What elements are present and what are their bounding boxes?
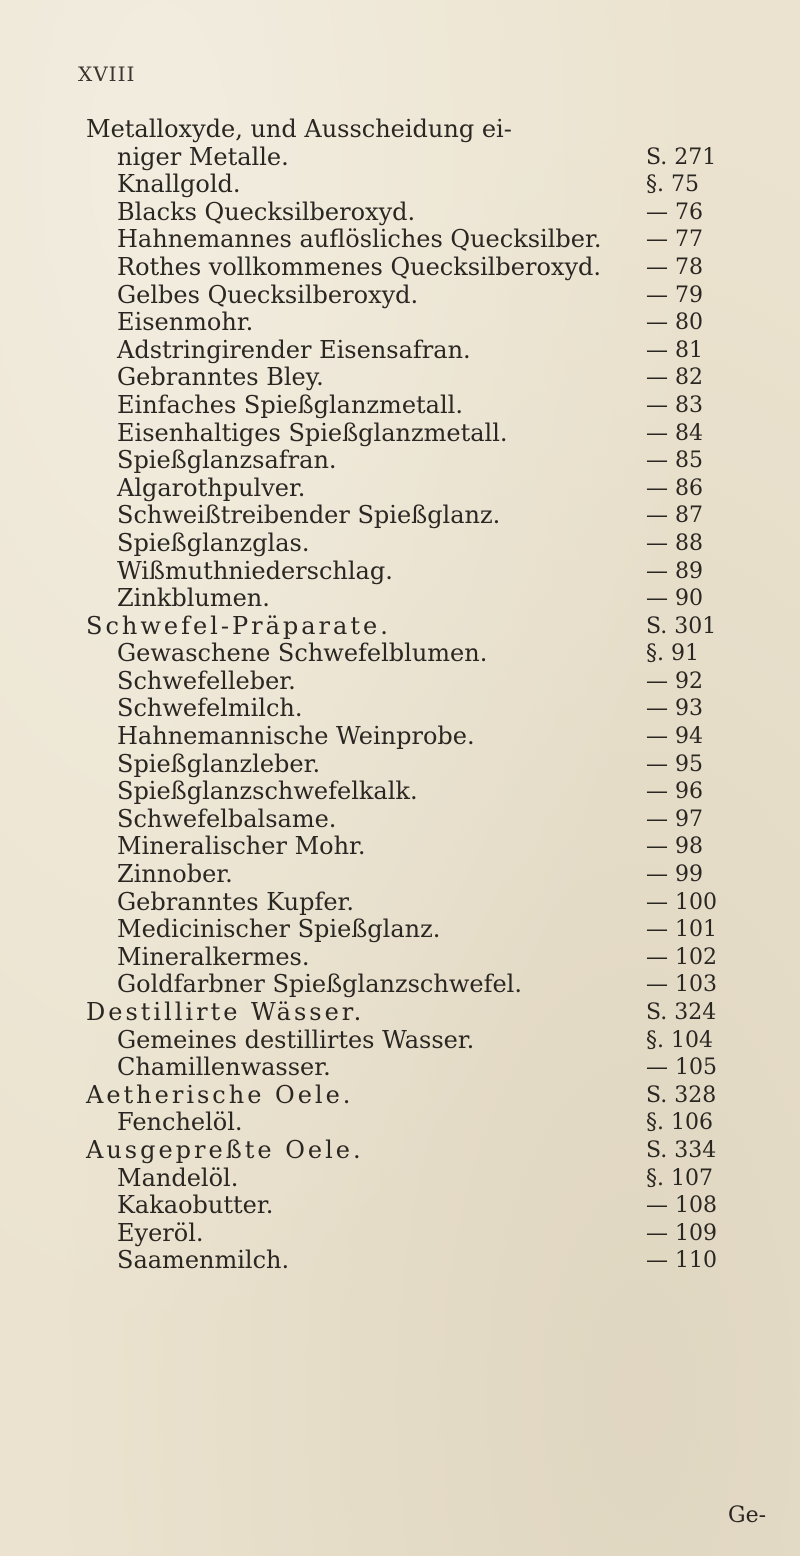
entry-page-ref: — 86 [646,475,703,501]
entry-label: Mineralkermes. [117,942,310,971]
entry-label: Eisenmohr. [117,308,254,337]
entry-label: Spießglanzglas. [117,528,310,557]
entry-label: Saamenmilch. [117,1246,290,1275]
entry-label: Mineralischer Mohr. [117,832,366,861]
entry-label: Knallgold. [117,170,241,199]
toc-entry [86,1165,786,1193]
entry-label: Fenchelöl. [117,1108,243,1137]
entry-page-ref: — 89 [646,558,703,584]
entry-page-ref: — 103 [646,972,717,998]
toc-entry [86,751,786,779]
toc-entry [86,475,786,503]
entry-label: Eyeröl. [117,1218,204,1247]
entry-page-ref: §. 107 [646,1165,713,1191]
entry-page-ref: S. 328 [646,1082,717,1108]
entry-page-ref: S. 271 [646,144,717,170]
entry-page-ref: — 110 [646,1248,717,1274]
entry-page-ref: S. 301 [646,613,717,639]
toc-entry [86,226,786,254]
entry-label: niger Metalle. [117,142,289,171]
toc-entry [86,1247,786,1275]
entry-label: Algarothpulver. [117,473,306,502]
entry-label: Gewaschene Schwefelblumen. [117,639,488,668]
toc-entry [86,944,786,972]
entry-page-ref: — 81 [646,337,703,363]
entry-page-ref: — 92 [646,668,703,694]
entry-page-ref: S. 324 [646,1000,717,1025]
toc-section-heading [86,1082,786,1110]
entry-label: Kakaobutter. [117,1191,274,1220]
entry-label: Blacks Quecksilberoxyd. [117,197,416,226]
entry-page-ref: — 95 [646,751,703,777]
entry-label: Hahnemannische Weinprobe. [117,722,475,751]
entry-page-ref: — 98 [646,834,703,860]
toc-entry [86,806,786,834]
entry-page-ref: — 99 [646,862,703,888]
toc-entry [86,392,786,420]
toc-entry [86,530,786,558]
entry-page-ref: — 97 [646,806,703,832]
entry-label: Schwefel-Präparate. [86,611,391,640]
toc-entry [86,1054,786,1082]
catchword: Ge- [728,1503,767,1528]
entry-label: Gebranntes Bley. [117,363,324,392]
toc-entry [86,695,786,723]
entry-label: Chamillenwasser. [117,1053,331,1082]
entry-page-ref: — 85 [646,448,703,474]
entry-label: Mandelöl. [117,1163,239,1192]
entry-label: Hahnemannes auflösliches Quecksilber. [117,225,602,254]
entry-label: Aetherische Oele. [86,1080,354,1109]
entry-label: Adstringirender Eisensafran. [117,335,471,364]
entry-label: Gemeines destillirtes Wasser. [117,1025,475,1054]
entry-page-ref: — 100 [646,889,717,915]
toc-entry [86,1027,786,1055]
entry-label: Eisenhaltiges Spießglanzmetall. [117,418,508,447]
toc-entry [86,364,786,392]
entry-label: Spießglanzleber. [117,749,321,778]
toc-entry [86,861,786,889]
entry-label: Goldfarbner Spießglanzschwefel. [117,970,522,999]
toc-entry [86,640,786,668]
toc-entry [86,558,786,586]
toc-entry [86,447,786,475]
toc-entry [86,668,786,696]
entry-page-ref: — 84 [646,420,703,446]
toc-entry [86,1109,786,1137]
table-of-contents [86,116,786,1275]
toc-entry [86,502,786,530]
entry-page-ref: — 108 [646,1193,717,1219]
entry-page-ref: — 76 [646,199,703,225]
entry-label: Schwefelmilch. [117,694,303,723]
entry-label: Ausgepreßte Oele. [86,1135,364,1164]
entry-label: Destillirte Wässer. [86,998,365,1026]
entry-label: Medicinischer Spießglanz. [117,915,441,944]
page-folio: XVIII [78,62,136,86]
toc-entry [86,420,786,448]
entry-page-ref: — 90 [646,586,703,612]
entry-page-ref: — 102 [646,944,717,970]
toc-entry [86,916,786,944]
entry-page-ref: — 82 [646,365,703,391]
toc-entry [86,1192,786,1220]
toc-entry [86,889,786,917]
toc-entry [86,282,786,310]
entry-label: Rothes vollkommenes Quecksilberoxyd. [117,252,602,281]
toc-section-heading [86,999,786,1027]
entry-page-ref: — 88 [646,530,703,556]
entry-page-ref: — 83 [646,392,703,418]
entry-page-ref: — 80 [646,310,703,336]
entry-label: Schwefelleber. [117,666,296,695]
entry-page-ref: §. 106 [646,1110,713,1136]
entry-page-ref: — 109 [646,1220,717,1246]
toc-section-heading [86,1137,786,1165]
entry-page-ref: — 87 [646,503,703,529]
toc-entry [86,199,786,227]
toc-section-heading [86,613,786,641]
toc-entry [86,337,786,365]
entry-page-ref: §. 75 [646,172,699,198]
toc-entry [86,778,786,806]
toc-entry [86,171,786,199]
toc-entry [86,971,786,999]
toc-entry [86,309,786,337]
toc-entry [86,144,786,172]
entry-page-ref: — 101 [646,917,717,943]
toc-entry [86,1220,786,1248]
toc-section-heading [86,116,786,144]
entry-label: Schweißtreibender Spießglanz. [117,501,501,530]
entry-page-ref: — 77 [646,227,703,253]
entry-page-ref: — 96 [646,779,703,805]
entry-page-ref: — 79 [646,282,703,308]
entry-label: Zinkblumen. [117,584,270,613]
entry-label: Schwefelbalsame. [117,804,337,833]
entry-label: Wißmuthniederschlag. [117,556,393,585]
entry-label: Metalloxyde, und Ausscheidung ei- [86,115,512,143]
entry-label: Einfaches Spießglanzmetall. [117,390,463,419]
toc-entry [86,723,786,751]
entry-label: Zinnober. [117,860,233,889]
entry-page-ref: — 105 [646,1055,717,1081]
toc-entry [86,254,786,282]
entry-label: Gebranntes Kupfer. [117,887,354,916]
entry-page-ref: §. 104 [646,1027,713,1053]
toc-entry [86,833,786,861]
entry-label: Spießglanzschwefelkalk. [117,777,418,806]
entry-page-ref: — 93 [646,696,703,722]
entry-page-ref: — 78 [646,254,703,280]
entry-label: Spießglanzsafran. [117,446,337,475]
toc-entry [86,585,786,613]
entry-page-ref: S. 334 [646,1137,717,1163]
entry-page-ref: §. 91 [646,641,699,667]
entry-label: Gelbes Quecksilberoxyd. [117,280,419,309]
entry-page-ref: — 94 [646,724,703,750]
